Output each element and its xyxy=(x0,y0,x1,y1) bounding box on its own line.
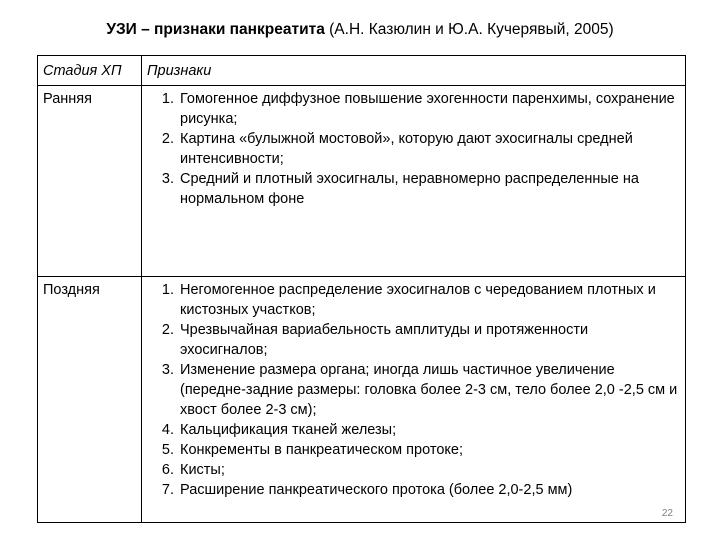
list-item: 5. Конкременты в панкреатическом протоке; xyxy=(178,440,679,460)
list-item: 1. Негомогенное распределение эхосигналов с чередованием плотных и кистозных участков; xyxy=(178,280,679,320)
list-item: 3. Изменение размера органа; иногда лишь частичное увеличение (передне-задние размеры: головка более 2-3 см, тело более 2,0 -2,5 см и хвост более 2-3 см); xyxy=(178,360,679,420)
slide-title xyxy=(0,20,720,40)
stage-late: Поздняя xyxy=(38,277,142,523)
signs-late-cell xyxy=(142,277,686,523)
list-item: 2. Чрезвычайная вариабельность амплитуды и протяженности эхосигналов; xyxy=(178,320,679,360)
list-item: 1. Гомогенное диффузное повышение эхогенности паренхимы, сохранение рисунка; xyxy=(178,89,679,129)
header-signs: Признаки xyxy=(142,56,686,86)
table-header-row xyxy=(38,56,686,86)
list-item: 2. Картина «булыжной мостовой», которую дают эхосигналы средней интенсивности; xyxy=(178,129,679,169)
list-item: 4. Кальцификация тканей железы; xyxy=(178,420,679,440)
slide-title-main: УЗИ – признаки панкреатита xyxy=(106,21,325,38)
list-item: 6. Кисты; xyxy=(178,460,679,480)
table-row-early xyxy=(38,86,686,277)
criteria-table xyxy=(37,55,686,523)
list-item: 7. Расширение панкреатического протока (более 2,0-2,5 мм) xyxy=(178,480,679,500)
list-item: 3. Средний и плотный эхосигналы, неравномерно распределенные на нормальном фоне xyxy=(178,169,679,209)
signs-early-cell xyxy=(142,86,686,277)
slide-title-source: (А.Н. Казюлин и Ю.А. Кучерявый, 2005) xyxy=(324,21,614,38)
page-number: 22 xyxy=(661,508,673,519)
signs-early-list xyxy=(152,89,679,209)
table-row-late xyxy=(38,277,686,523)
stage-early: Ранняя xyxy=(38,86,142,277)
signs-late-list xyxy=(152,280,679,500)
header-stage: Стадия ХП xyxy=(38,56,142,86)
